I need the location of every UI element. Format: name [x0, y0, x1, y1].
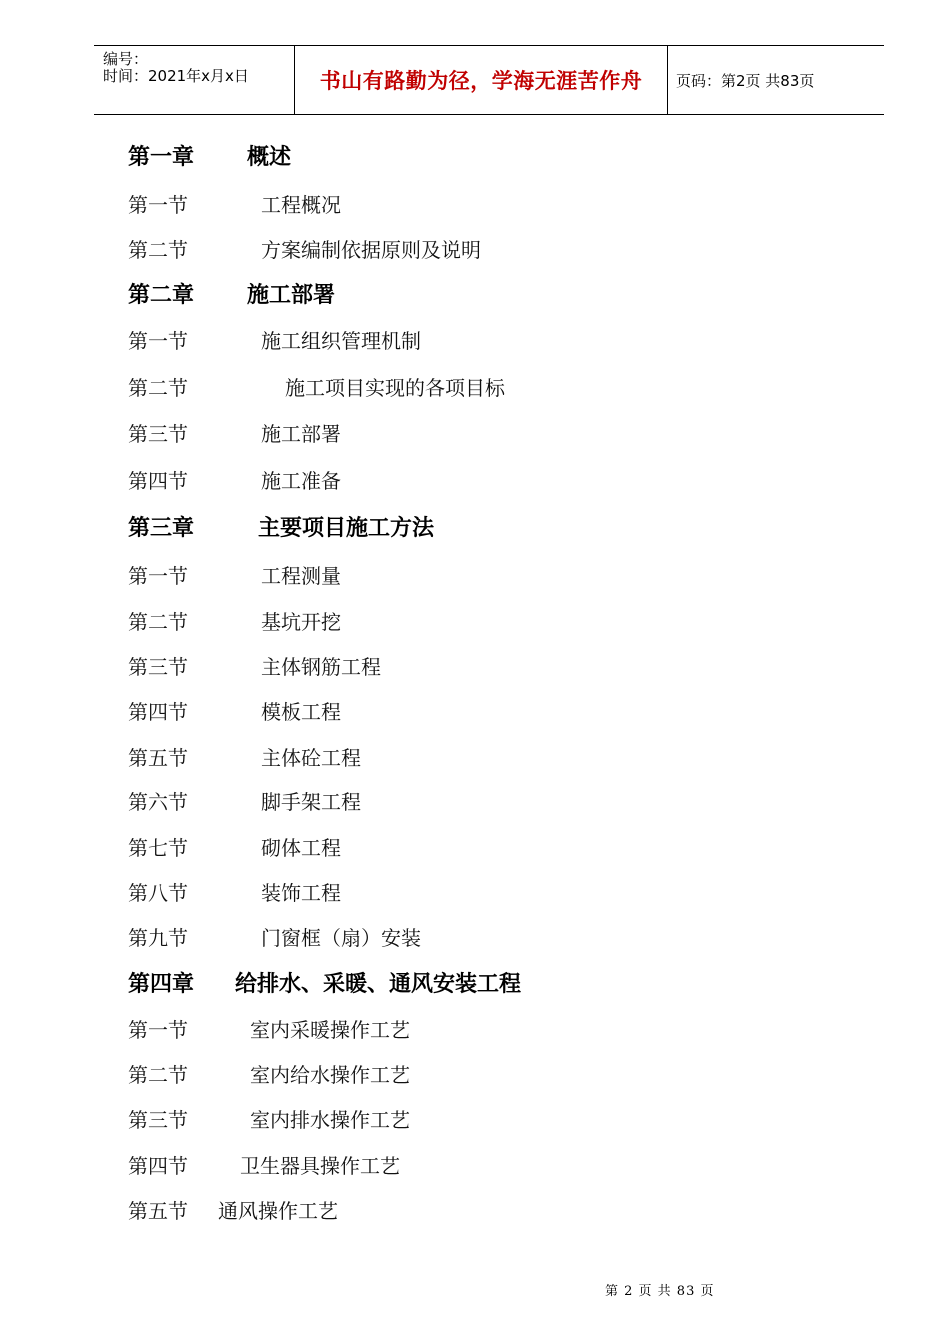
section-number: 第三节 [128, 1108, 188, 1132]
section-number: 第四节 [128, 469, 188, 493]
header-motto: 书山有路勤为径，学海无涯苦作舟 [295, 46, 668, 114]
section-title: 方案编制依据原则及说明 [261, 238, 481, 262]
section-title: 模板工程 [261, 700, 341, 724]
section-title: 门窗框（扇）安装 [261, 926, 421, 950]
section-number: 第一节 [128, 329, 188, 353]
header-page-number: 页码：第2页 共83页 [676, 71, 815, 90]
section-number: 第一节 [128, 193, 188, 217]
section-title: 主体钢筋工程 [261, 655, 381, 679]
section-title: 工程概况 [261, 193, 341, 217]
page-header [94, 45, 884, 115]
section-number: 第五节 [128, 746, 188, 770]
chapter-number: 第三章 [128, 516, 195, 541]
chapter-title: 施工部署 [247, 283, 336, 308]
section-number: 第六节 [128, 790, 188, 814]
section-title: 砌体工程 [261, 836, 341, 860]
section-number: 第五节 [128, 1199, 188, 1223]
section-title: 卫生器具操作工艺 [240, 1154, 400, 1178]
section-title: 施工组织管理机制 [261, 329, 421, 353]
chapter-number: 第四章 [128, 972, 195, 997]
code-label: 编号： [103, 50, 149, 68]
section-number: 第一节 [128, 564, 188, 588]
section-title: 施工项目实现的各项目标 [285, 376, 505, 400]
section-title: 装饰工程 [261, 881, 341, 905]
chapter-title: 主要项目施工方法 [258, 516, 435, 541]
page-footer: 第 2 页 共 83 页 [605, 1284, 715, 1299]
section-number: 第四节 [128, 700, 188, 724]
section-number: 第九节 [128, 926, 188, 950]
section-number: 第二节 [128, 610, 188, 634]
section-number: 第四节 [128, 1154, 188, 1178]
section-title: 室内排水操作工艺 [250, 1108, 410, 1132]
section-number: 第二节 [128, 376, 188, 400]
time-label: 时间：2021年x月x日 [103, 67, 249, 85]
section-number: 第八节 [128, 881, 188, 905]
section-title: 脚手架工程 [261, 790, 361, 814]
section-number: 第三节 [128, 655, 188, 679]
section-number: 第三节 [128, 422, 188, 446]
section-title: 通风操作工艺 [218, 1199, 338, 1223]
chapter-title: 给排水、采暖、通风安装工程 [235, 972, 522, 997]
section-title: 施工准备 [261, 469, 341, 493]
section-number: 第七节 [128, 836, 188, 860]
section-number: 第二节 [128, 238, 188, 262]
section-title: 室内采暖操作工艺 [250, 1018, 410, 1042]
chapter-title: 概述 [247, 145, 292, 170]
section-title: 室内给水操作工艺 [250, 1063, 410, 1087]
section-number: 第二节 [128, 1063, 188, 1087]
section-title: 施工部署 [261, 422, 341, 446]
header-meta [94, 46, 295, 114]
section-title: 工程测量 [261, 564, 341, 588]
chapter-number: 第二章 [128, 283, 195, 308]
section-title: 基坑开挖 [261, 610, 341, 634]
chapter-number: 第一章 [128, 145, 195, 170]
section-title: 主体砼工程 [261, 746, 361, 770]
section-number: 第一节 [128, 1018, 188, 1042]
